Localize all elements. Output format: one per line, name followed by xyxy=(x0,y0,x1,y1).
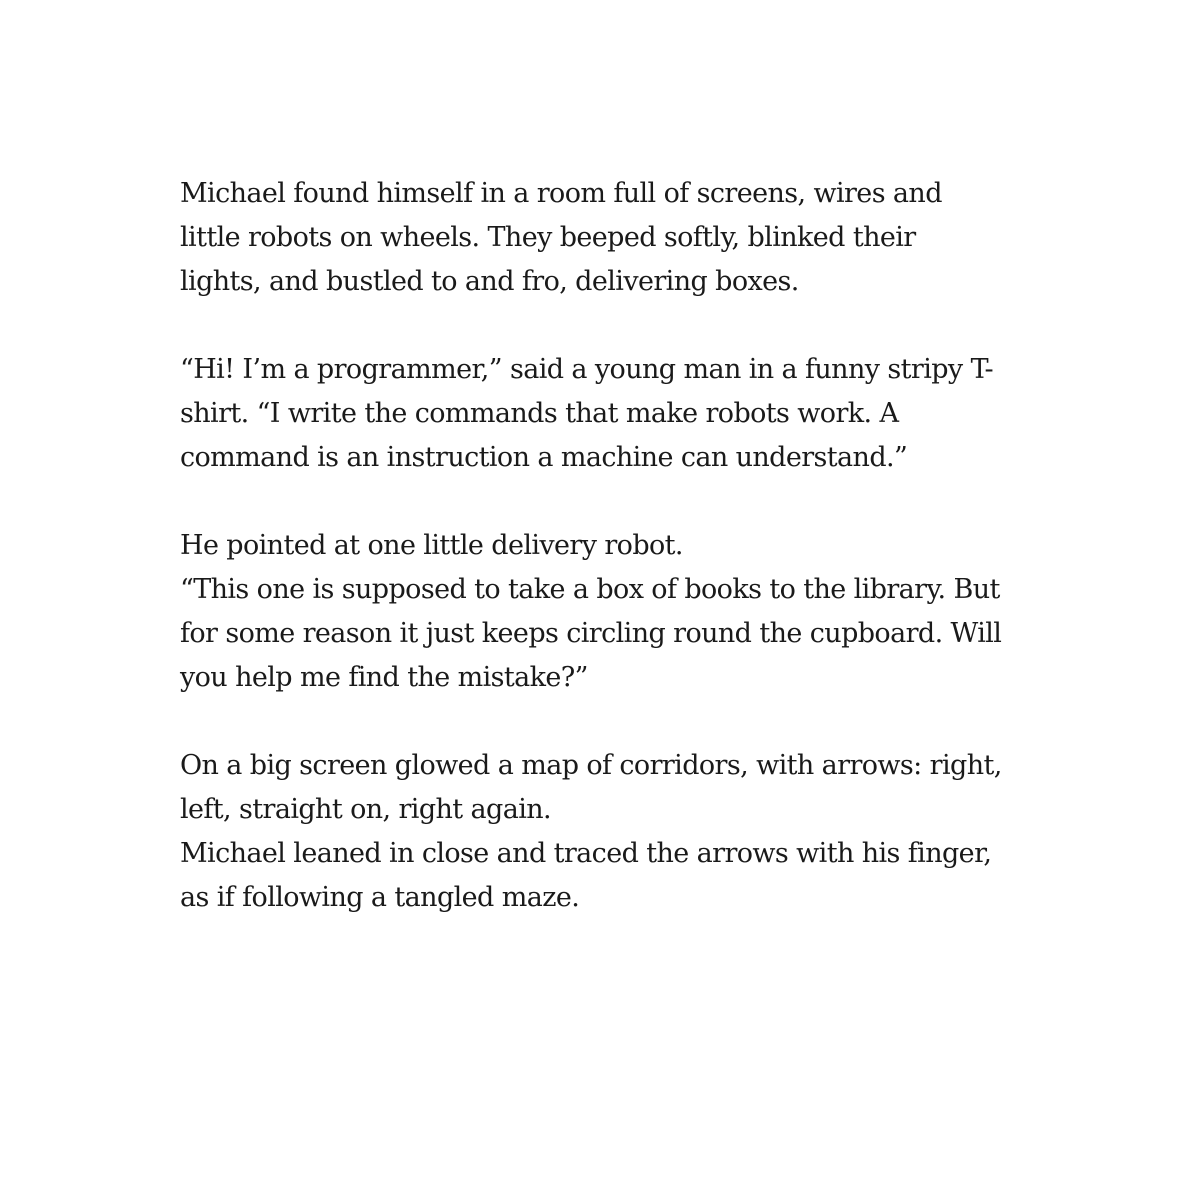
paragraph-spacer xyxy=(180,480,1100,524)
paragraph-2 xyxy=(180,348,1100,480)
text-line: He pointed at one little delivery robot. xyxy=(180,530,683,561)
text-line: “Hi! I’m a programmer,” said a young man in a funny stripy T- xyxy=(180,354,994,385)
text-line: Michael leaned in close and traced the arrows with his finger, xyxy=(180,838,992,869)
text-line: On a big screen glowed a map of corridors, with arrows: right, xyxy=(180,750,1002,781)
text-line: shirt. “I write the commands that make robots work. A xyxy=(180,398,899,429)
text-line: little robots on wheels. They beeped softly, blinked their xyxy=(180,222,916,253)
text-line: for some reason it just keeps circling round the cupboard. Will xyxy=(180,618,1002,649)
paragraph-spacer xyxy=(180,700,1100,744)
text-line: you help me find the mistake?” xyxy=(180,662,588,693)
text-line: left, straight on, right again. xyxy=(180,794,552,825)
story-text xyxy=(180,172,1100,920)
text-line: command is an instruction a machine can understand.” xyxy=(180,442,908,473)
paragraph-4 xyxy=(180,744,1100,920)
text-line: “This one is supposed to take a box of books to the library. But xyxy=(180,574,1000,605)
paragraph-1 xyxy=(180,172,1100,304)
text-line: lights, and bustled to and fro, delivering boxes. xyxy=(180,266,799,297)
paragraph-spacer xyxy=(180,304,1100,348)
text-line: Michael found himself in a room full of screens, wires and xyxy=(180,178,942,209)
paragraph-3 xyxy=(180,524,1100,700)
text-line: as if following a tangled maze. xyxy=(180,882,580,913)
